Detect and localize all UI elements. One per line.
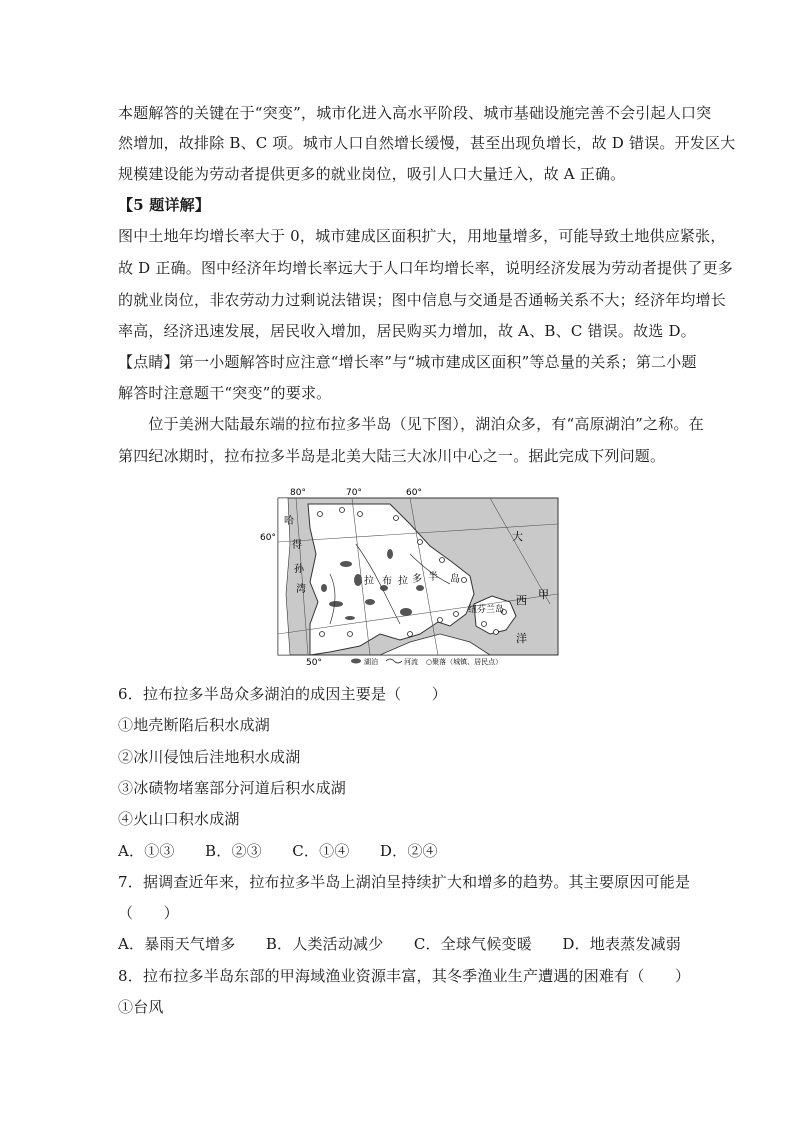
text-line: 解答时注意题干“突变”的要求。 xyxy=(118,384,332,402)
hudson-bay-label: 孙 xyxy=(294,564,304,575)
hudson-bay-label: 湾 xyxy=(296,584,306,595)
atlantic-label: 西 xyxy=(516,594,527,607)
tip-line: 【点睛】第一小题解答时应注意“增长率”与“城市建成区面积”等总量的关系；第二小题 xyxy=(118,353,697,371)
atlantic-label: 大 xyxy=(512,530,523,543)
peninsula-label: 多 xyxy=(412,574,422,585)
jia-label: 甲 xyxy=(538,588,549,601)
peninsula-label: 半 xyxy=(428,572,438,583)
text-line: 率高，经济迅速发展，居民收入增加，居民购买力增加，故 A、B、C 错误。故选 D。 xyxy=(118,322,696,340)
peninsula-label: 拉 xyxy=(364,576,374,587)
answer-choices: A．暴雨天气增多 B．人类活动减少 C．全球气候变暖 D．地表蒸发减弱 xyxy=(118,935,681,953)
lake-legend-icon xyxy=(351,659,361,664)
option-line: ③冰碛物堵塞部分河道后积水成湖 xyxy=(118,779,347,797)
lat-label: 60° xyxy=(260,533,276,543)
question-8: 8．拉布拉多半岛东部的甲海域渔业资源丰富，其冬季渔业生产遭遇的困难有（ ） xyxy=(118,967,691,985)
peninsula-label: 岛 xyxy=(450,574,460,585)
lon-label: 70° xyxy=(346,488,362,498)
option-line: ①地壳断陷后积水成湖 xyxy=(118,716,271,734)
text-line: 故 D 正确。图中经济年均增长率远大于人口年均增长率，说明经济发展为劳动者提供了更多 xyxy=(118,259,733,277)
hudson-bay-label: 得 xyxy=(292,540,302,551)
legend-settlement: ○聚落（城镇、居民点） xyxy=(426,658,503,666)
river-legend-icon xyxy=(386,659,402,663)
text-line: 然增加，故排除 B、C 项。城市人口自然增长缓慢，甚至出现负增长，故 D 错误。开发区大 xyxy=(118,134,736,152)
section-heading: 【5 题详解】 xyxy=(118,196,211,214)
text-line: 图中土地年均增长率大于 0，城市建成区面积扩大，用地量增多，可能导致土地供应紧张， xyxy=(118,227,726,245)
legend-river: 河流 xyxy=(404,658,418,666)
option-line: ①台风 xyxy=(118,998,164,1016)
newfoundland-label: 纽芬兰岛 xyxy=(468,605,505,615)
peninsula-label: 布 xyxy=(382,576,392,587)
answer-choices: A．①③ B．②③ C．①④ D．②④ xyxy=(118,842,438,860)
peninsula-label: 拉 xyxy=(398,576,408,587)
question-7-bracket: （ ） xyxy=(118,904,179,922)
question-7: 7．据调查近年来，拉布拉多半岛上湖泊呈持续扩大和增多的趋势。其主要原因可能是 xyxy=(118,873,691,891)
option-line: ④火山口积水成湖 xyxy=(118,810,240,828)
text-line: 的就业岗位，非农劳动力过剩说法错误；图中信息与交通是否通畅关系不大；经济年均增长 xyxy=(118,291,727,309)
question-6: 6．拉布拉多半岛众多湖泊的成因主要是（ ） xyxy=(118,685,447,703)
atlantic-label: 洋 xyxy=(516,632,527,645)
text-line: 规模建设能为劳动者提供更多的就业岗位，吸引人口大量迁入，故 A 正确。 xyxy=(118,165,626,183)
option-line: ②冰川侵蚀后洼地积水成湖 xyxy=(118,748,301,766)
text-line: 本题解答的关键在于“突变”，城市化进入高水平阶段、城市基础设施完善不会引起人口突 xyxy=(118,104,712,122)
labrador-map xyxy=(260,484,560,668)
legend-lake: 湖泊 xyxy=(364,658,378,666)
lon-label: 60° xyxy=(406,488,422,498)
intro-line: 第四纪冰期时，拉布拉多半岛是北美大陆三大冰川中心之一。据此完成下列问题。 xyxy=(118,447,666,465)
hudson-bay-label: 哈 xyxy=(284,516,294,527)
lon-label: 80° xyxy=(290,488,306,498)
intro-line: 位于美洲大陆最东端的拉布拉多半岛（见下图），湖泊众多，有“高原湖泊”之称。在 xyxy=(118,415,704,433)
lon-label: 50° xyxy=(306,658,322,668)
